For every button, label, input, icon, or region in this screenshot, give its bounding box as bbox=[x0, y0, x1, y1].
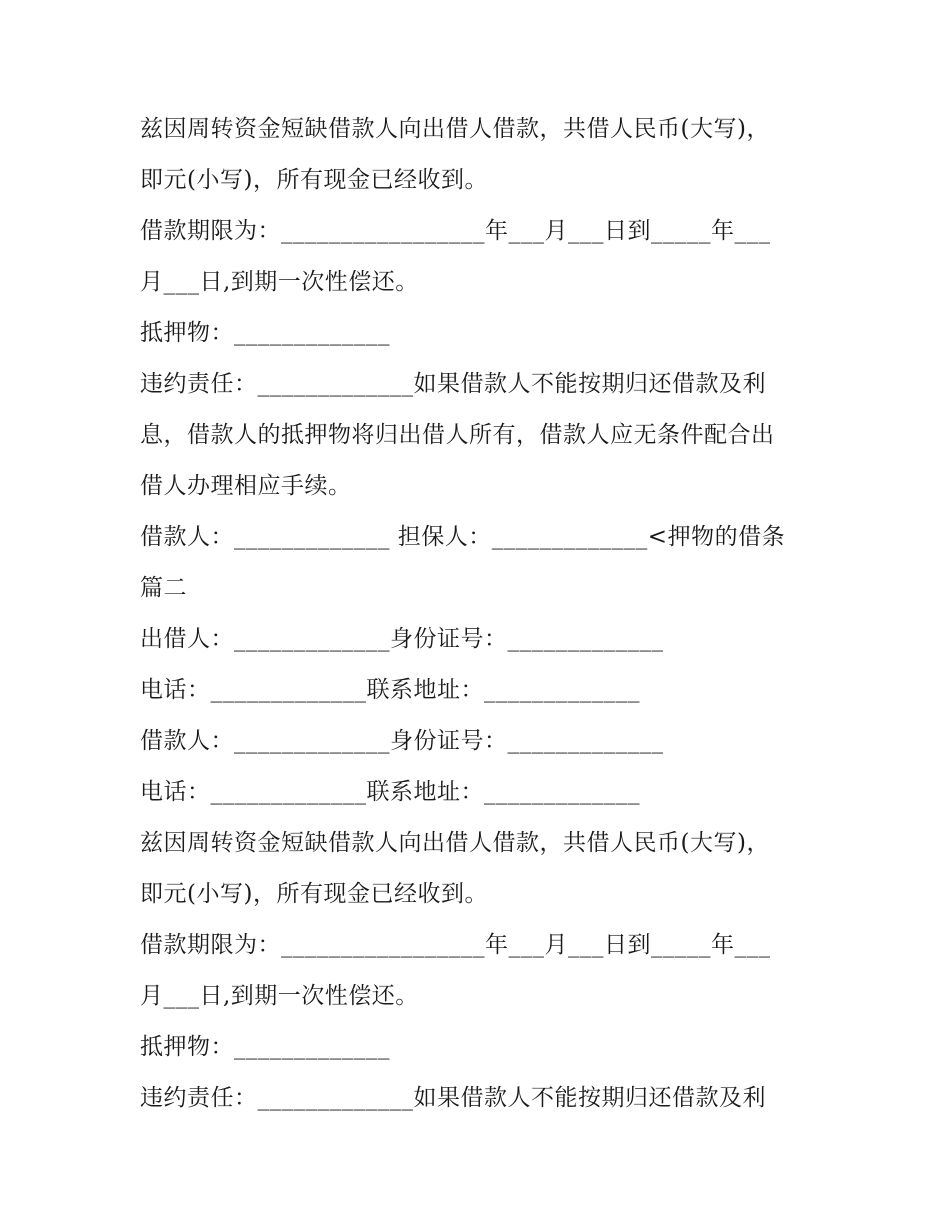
paragraph-loan-statement-2: 兹因周转资金短缺借款人向出借人借款，共借人民币(大写)， bbox=[140, 830, 770, 856]
field-borrower-id: 借款人：_____________身份证号：_____________ bbox=[140, 728, 664, 754]
field-collateral: 抵押物：_____________ bbox=[140, 320, 390, 346]
field-lender-id: 出借人：_____________身份证号：_____________ bbox=[140, 626, 664, 652]
field-lender-contact: 电话：_____________联系地址：_____________ bbox=[140, 677, 640, 703]
paragraph-breach-liability-end: 借人办理相应手续。 bbox=[140, 473, 352, 499]
paragraph-repayment-2: 月___日,到期一次性偿还。 bbox=[140, 983, 419, 1009]
section-heading-part-two: 篇二 bbox=[140, 575, 187, 601]
paragraph-repayment: 月___日,到期一次性偿还。 bbox=[140, 269, 419, 295]
paragraph-loan-amount: 即元(小写)，所有现金已经收到。 bbox=[140, 167, 488, 193]
paragraph-breach-liability: 违约责任：_____________如果借款人不能按期归还借款及利 bbox=[140, 371, 766, 397]
paragraph-breach-liability-2: 违约责任：_____________如果借款人不能按期归还借款及利 bbox=[140, 1085, 766, 1111]
document-body bbox=[140, 104, 840, 1124]
field-borrower-contact: 电话：_____________联系地址：_____________ bbox=[140, 779, 640, 805]
paragraph-loan-period-2: 借款期限为：_________________年___月___日到_____年___ bbox=[140, 932, 771, 958]
paragraph-loan-amount-2: 即元(小写)，所有现金已经收到。 bbox=[140, 881, 488, 907]
field-collateral-2: 抵押物：_____________ bbox=[140, 1034, 390, 1060]
paragraph-loan-period: 借款期限为：_________________年___月___日到_____年___ bbox=[140, 218, 771, 244]
signature-borrower-guarantor: 借款人：_____________ 担保人：_____________<押物的借条 bbox=[140, 524, 786, 550]
paragraph-breach-liability-cont: 息，借款人的抵押物将归出借人所有，借款人应无条件配合出 bbox=[140, 422, 775, 448]
paragraph-loan-statement: 兹因周转资金短缺借款人向出借人借款，共借人民币(大写)， bbox=[140, 116, 770, 142]
